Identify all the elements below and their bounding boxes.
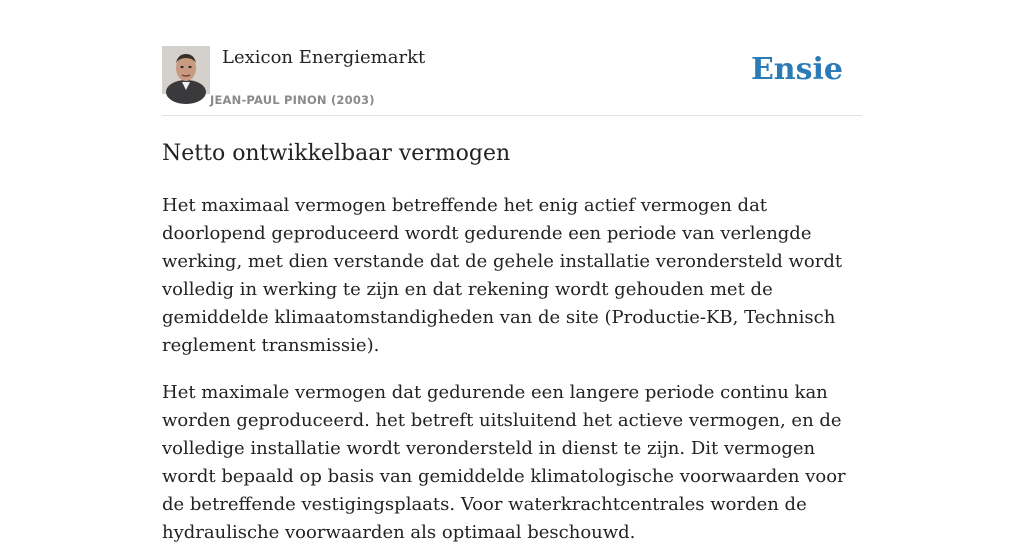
entry-title: Netto ontwikkelbaar vermogen [162, 141, 511, 166]
page [162, 0, 862, 547]
book-title[interactable]: Lexicon Energiemarkt [222, 47, 426, 68]
author-name[interactable]: JEAN-PAUL PINON (2003) [210, 93, 375, 107]
brand-logo[interactable]: Ensie [750, 52, 843, 87]
header [162, 46, 862, 116]
definition-paragraph-2: Het maximale vermogen dat gedurende een langere periode continu kan worden geproduceerd. het betreft uitsluitend het actieve vermogen, en de volledige installatie wordt verondersteld in dienst te zijn. Dit vermogen wordt bepaald op basis van gemiddelde klimatologische voorwaarden voor de betreffende vestigingsplaats. Voor waterkrachtcentrales worden de hydraulische voorwaarden als optimaal beschouwd. [162, 382, 846, 543]
author-portrait-icon [162, 46, 210, 94]
definition-paragraph-1: Het maximaal vermogen betreffende het enig actief vermogen dat doorlopend geproduceerd wordt gedurende een periode van verlengde werking, met dien verstande dat de gehele installatie verondersteld wordt volledig in werking te zijn en dat rekening wordt gehouden met de gemiddelde klimaatomstandigheden van de site (Productie-KB, Technisch reglement transmissie). [162, 195, 843, 356]
author-avatar[interactable] [162, 46, 210, 94]
